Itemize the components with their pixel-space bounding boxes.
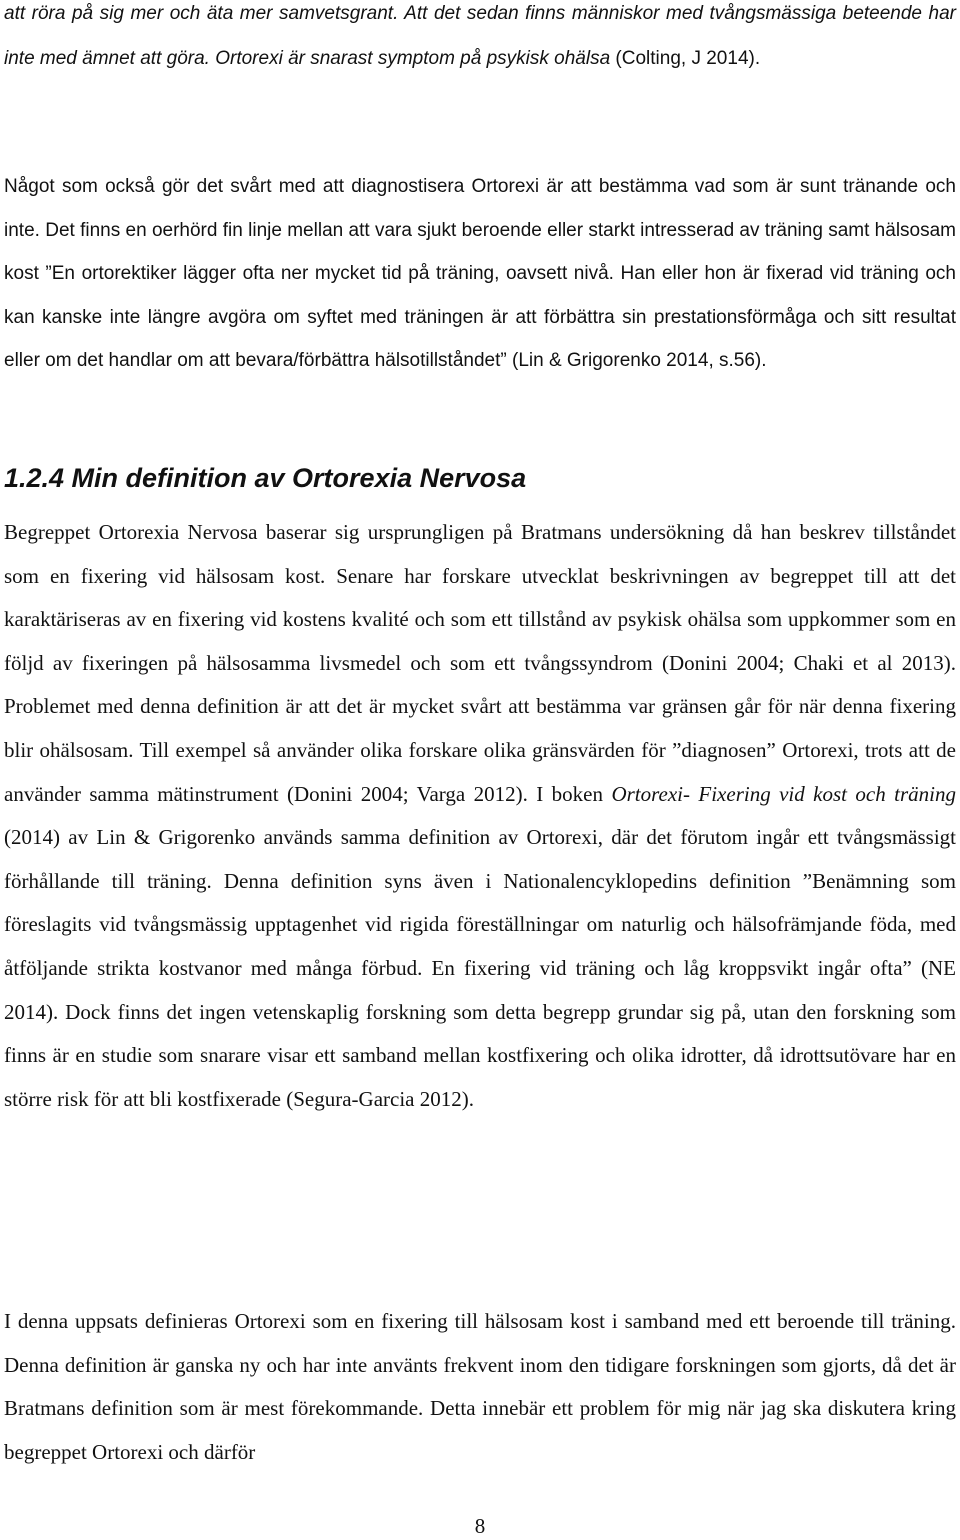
paragraph-text: Begreppet Ortorexia Nervosa baserar sig ursprungligen på Bratmans undersökning då han beskrev tillståndet som en fixering vid hälsosam kost. Senare har forskare utvecklat beskrivningen av begreppet till att det karaktäriseras av en fixering vid kostens kvalité och som ett tillstånd av psykisk ohälsa som uppkommer som en följd av fixeringen på hälsosamma livsmedel och som ett tvångssyndrom (Donini 2004; Chaki et al 2013). Problemet med denna definition är att det är mycket svårt att bestämma var gränsen går för när denna fixering blir ohälsosam. Till exempel så använder olika forskare olika gränsvärden för ”diagnosen” Ortorexi, trots att de använder samma mätinstrument (Donini 2004; Varga 2012). I boken [4, 520, 956, 806]
book-title: Ortorexi- Fixering vid kost och träning [611, 781, 957, 806]
paragraph-diagnosis [4, 165, 956, 383]
paragraph-own-definition [4, 1300, 956, 1474]
paragraph-text: (2014) av Lin & Grigorenko används samma definition av Ortorexi, där det förutom ingår ett tvångsmässigt förhållande till träning. Denna definition syns även i Nationalencyklopedins definition ”Benämning som föreslagits vid tvångsmässig upptagenhet vid rigida föreställningar om naturlig och hälsofrämjande föda, med åtföljande strikta kostvanor med många förbud. En fixering vid träning och låg kroppsvikt ingår ofta” (NE 2014). Dock finns det ingen vetenskaplig forskning som detta begrepp grundar sig på, utan den forskning som finns är en studie som snarare visar ett samband mellan kostfixering och olika idrotter, då idrottsutövare har en större risk för att bli kostfixerade (Segura-Garcia 2012). [4, 825, 956, 1111]
paragraph-continuation [4, 0, 956, 81]
paragraph-text: I denna uppsats definieras Ortorexi som en fixering till hälsosam kost i samband med ett beroende till träning. Denna definition är ganska ny och har inte använts frekvent inom den tidigare forskningen som gjorts, då det är Bratmans definition som är mest förekommande. Detta innebär ett problem för mig när jag ska diskutera kring begreppet Ortorexi och därför [4, 1309, 956, 1464]
paragraph-text-emphasis: ohälsa [554, 47, 611, 69]
page-number: 8 [474, 1514, 486, 1538]
paragraph-text: Något som också gör det svårt med att diagnostisera Ortorexi är att bestämma vad som är sunt tränande och inte. Det finns en oerhörd fin linje mellan att vara sjukt beroende eller starkt intresserad av träning samt hälsosam kost ”En ortorektiker lägger ofta ner mycket tid på träning, oavsett nivå. Han eller hon är fixerad vid träning och kan kanske inte längre avgöra om syftet med träningen är att förbättra sin prestationsförmåga och sitt resultat eller om det handlar om att bevara/förbättra hälsotillståndet” (Lin & Grigorenko 2014, s.56). [4, 176, 956, 372]
section-heading: 1.2.4 Min definition av Ortorexia Nervosa [4, 463, 527, 493]
citation-text: (Colting, J 2014). [610, 47, 761, 69]
paragraph-text: att röra på sig mer och äta mer samvetsgrant. Att det sedan finns människor med tvångsmässiga beteende har inte med ämnet att göra. Ortorexi är snarast symptom på psykisk [4, 3, 956, 69]
paragraph-definition [4, 511, 956, 1121]
